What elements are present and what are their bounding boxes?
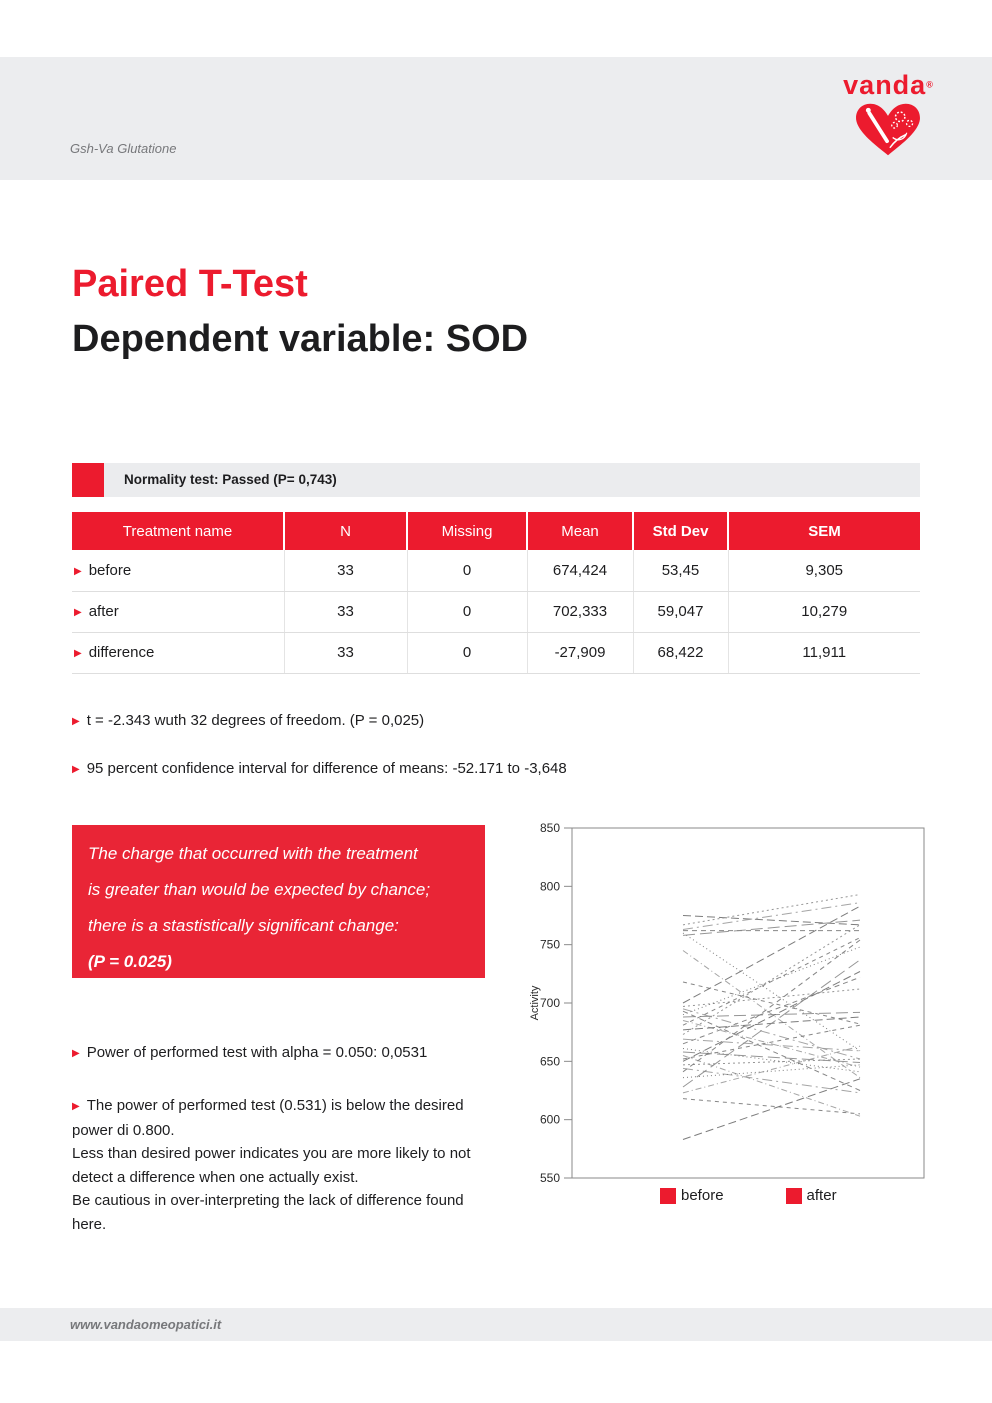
highlight-line: is greater than would be expected by chance; (88, 880, 431, 899)
col-header-sem: SEM (728, 512, 920, 550)
power-test-line: ▶ Power of performed test with alpha = 0.050: 0,0531 (72, 1044, 428, 1061)
svg-text:800: 800 (539, 879, 560, 894)
t-test-result-line: ▶ t = -2.343 wuth 32 degrees of freedom. (P = 0,025) (72, 712, 425, 729)
sem-cell: 10,279 (728, 591, 920, 632)
row-bullet-triangle-icon: ▶ (74, 648, 82, 659)
n-cell: 33 (284, 632, 407, 673)
n-cell: 33 (284, 550, 407, 591)
power-paragraph-sentence: Be cautious in over-interpreting the lack of difference found here. (72, 1192, 464, 1233)
legend-item-after: after (786, 1187, 837, 1204)
svg-text:600: 600 (539, 1112, 560, 1127)
col-header-mean: Mean (527, 512, 633, 550)
power-explanation-paragraph: ▶ The power of performed test (0.531) is below the desired power di 0.800. Less than desired power indicates you are more likely to not detect a difference when one actually exist. Be cautious in over-interpreting the lack of difference found here. (72, 1094, 496, 1236)
row-bullet-triangle-icon: ▶ (74, 565, 82, 577)
legend-item-before: before (660, 1187, 724, 1204)
mean-cell: 702,333 (527, 591, 633, 632)
normality-test-banner (72, 463, 920, 497)
red-square-marker (72, 463, 104, 497)
footer-band (0, 1308, 992, 1341)
std-dev-cell: 59,047 (633, 591, 728, 632)
bullet-triangle-icon: ▶ (72, 764, 80, 775)
highlight-line: The charge that occurred with the treatment (88, 844, 418, 863)
confidence-interval-line: ▶ 95 percent confidence interval for difference of means: -52.171 to -3,648 (72, 760, 567, 777)
page-subtitle-dependent-variable: Dependent variable: SOD (72, 318, 529, 360)
table-header-row (72, 512, 920, 550)
treatment-name-cell: ▶ difference (72, 632, 284, 673)
document-subtitle: Gsh-Va Glutatione (70, 141, 177, 156)
highlight-line: there is a stastistically significant change: (88, 916, 399, 935)
n-cell: 33 (284, 591, 407, 632)
bullet-triangle-icon: ▶ (72, 716, 80, 727)
col-header-std-dev: Std Dev (633, 512, 728, 550)
missing-cell: 0 (407, 632, 527, 673)
std-dev-cell: 53,45 (633, 550, 728, 591)
bullet-triangle-icon: ▶ (72, 1101, 80, 1112)
table-row (72, 591, 920, 632)
vanda-logo (840, 72, 936, 164)
svg-text:850: 850 (539, 821, 560, 835)
table-row (72, 550, 920, 591)
sem-cell: 11,911 (728, 632, 920, 673)
paired-line-chart (528, 818, 928, 1218)
col-header-treatment-name: Treatment name (72, 512, 284, 550)
svg-text:750: 750 (539, 937, 560, 952)
chart-legend (660, 1187, 837, 1204)
row-bullet-triangle-icon: ▶ (74, 607, 82, 618)
treatment-name-cell: ▶ after (72, 591, 284, 632)
bullet-triangle-icon: ▶ (72, 1048, 80, 1059)
vanda-heart-logo-icon (850, 99, 926, 159)
mean-cell: -27,909 (527, 632, 633, 673)
highlight-p-value: (P = 0.025) (88, 952, 172, 971)
std-dev-cell: 68,422 (633, 632, 728, 673)
treatment-name-cell: ▶ before (72, 550, 284, 591)
missing-cell: 0 (407, 591, 527, 632)
page-title: Paired T-Test (72, 263, 308, 305)
mean-cell: 674,424 (527, 550, 633, 591)
power-paragraph-sentence: Less than desired power indicates you are more likely to not detect a difference when one actually exist. (72, 1145, 471, 1186)
vanda-wordmark: vanda® (843, 70, 933, 100)
missing-cell: 0 (407, 550, 527, 591)
col-header-n: N (284, 512, 407, 550)
statistics-table (72, 512, 920, 674)
after-swatch-icon (786, 1188, 802, 1204)
col-header-missing: Missing (407, 512, 527, 550)
sem-cell: 9,305 (728, 550, 920, 591)
svg-text:550: 550 (539, 1171, 560, 1185)
svg-text:650: 650 (539, 1054, 560, 1069)
table-row (72, 632, 920, 673)
svg-text:700: 700 (539, 996, 560, 1010)
before-swatch-icon (660, 1188, 676, 1204)
footer-url: www.vandaomeopatici.it (70, 1317, 222, 1332)
normality-test-text: Normality test: Passed (P= 0,743) (124, 472, 337, 487)
significance-highlight-box (72, 825, 485, 978)
svg-text:Activity: Activity (529, 985, 541, 1021)
